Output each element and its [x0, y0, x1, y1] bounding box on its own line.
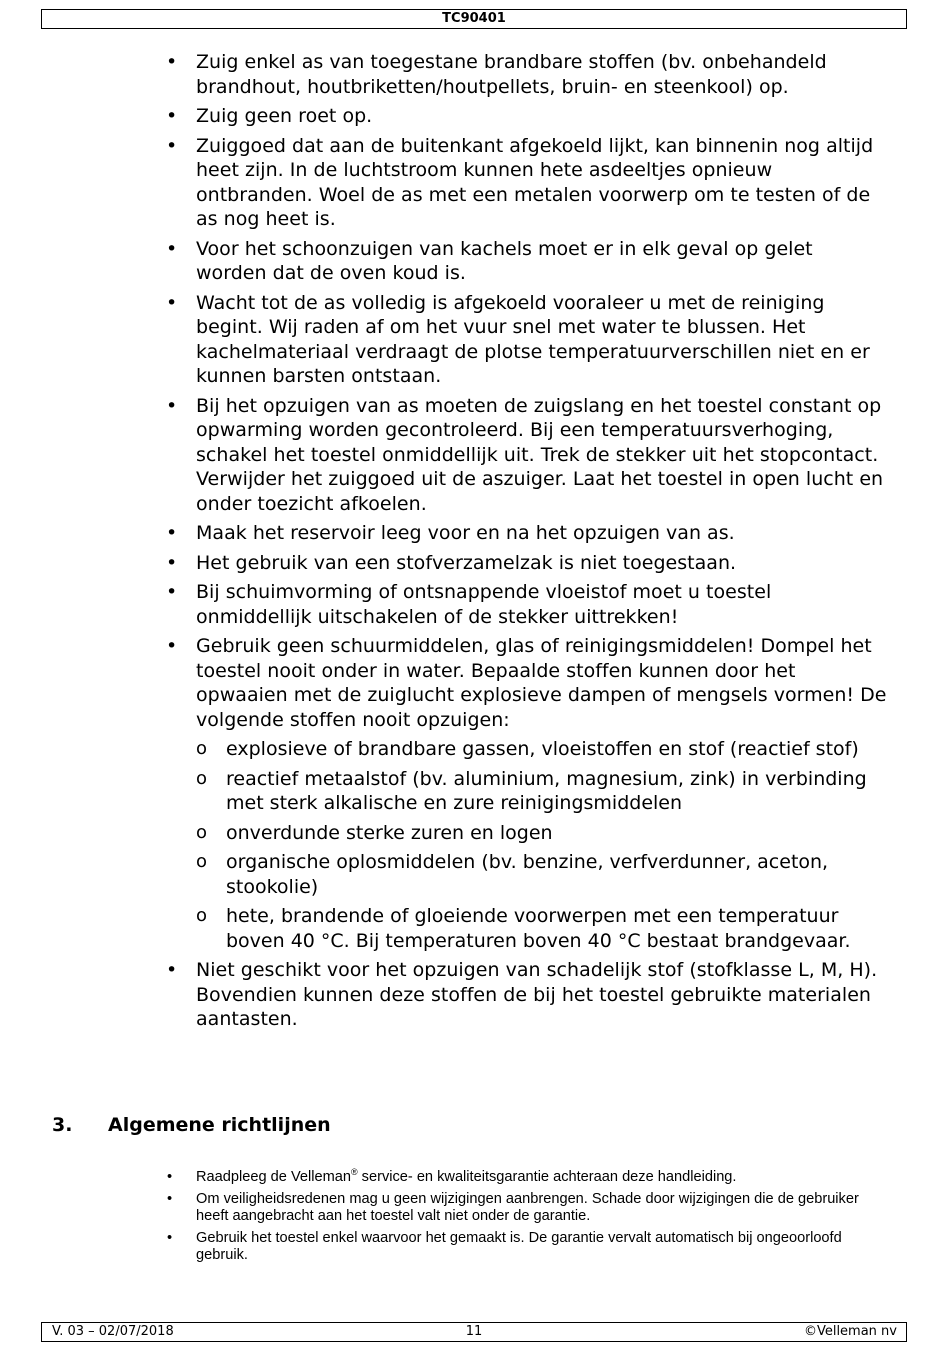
list-item-text: Niet geschikt voor het opzuigen van schadelijk stof (stofklasse L, M, H). Bovendien kunnen deze stoffen de bij het toestel gebruikte materialen aantasten. [196, 959, 878, 1030]
copyright: ©Velleman nv [803, 1324, 897, 1339]
list-item-text: Het gebruik van een stofverzamelzak is niet toegestaan. [196, 551, 737, 574]
list-item-text: Zuig enkel as van toegestane brandbare stoffen (bv. onbehandeld brandhout, houtbriketten/houtpellets, bruin- en steenkool) op. [196, 51, 827, 98]
page-footer [41, 1322, 907, 1342]
version-date: V. 03 – 02/07/2018 [52, 1324, 174, 1339]
sub-bullet-icon: o [196, 767, 208, 789]
list-item-text: Gebruik geen schuurmiddelen, glas of reinigingsmiddelen! Dompel het toestel nooit onder in water. Bepaalde stoffen kunnen door het opwaaien met de zuiglucht explosieve dampen of mengsels vormen! De volgende stoffen nooit opzuigen: [196, 635, 887, 731]
list-item [0, 551, 889, 576]
bullet-icon: • [166, 394, 178, 417]
sub-list-item-text: hete, brandende of gloeiende voorwerpen met een temperatuur boven 40 °C. Bij temperaturen boven 40 °C bestaat brandgevaar. [226, 905, 851, 952]
list-item-text: Zuig geen roet op. [196, 105, 373, 127]
list-item-text: Om veiligheidsredenen mag u geen wijzigingen aanbrengen. Schade door wijzigingen die de gebruiker heeft aangebracht aan het toestel valt niet onder de garantie. [196, 1190, 859, 1224]
list-item-text: Zuiggoed dat aan de buitenkant afgekoeld lijkt, kan binnenin nog altijd heet zijn. In de luchtstroom kunnen hete asdeeltjes opnieuw ontbranden. Woel de as met een metalen voorwerp om te testen of de as nog heet is. [196, 134, 874, 230]
guideline-text-end: service- en kwaliteitsgarantie achteraan deze handleiding. [357, 1169, 737, 1185]
section-title: Algemene richtlijnen [108, 1114, 331, 1136]
list-item-text: Voor het schoonzuigen van kachels moet er in elk geval op gelet worden dat de oven koud is. [196, 237, 813, 284]
list-item [0, 134, 889, 232]
list-item [0, 580, 889, 629]
sub-bullet-icon: o [196, 738, 208, 759]
list-item [0, 291, 889, 389]
bullet-icon: • [166, 291, 178, 314]
guideline-text-start: Raadpleeg de Velleman [196, 1169, 351, 1185]
sub-list-item-text: reactief metaalstof (bv. aluminium, magnesium, zink) in verbinding met sterk alkalische en zure reinigingsmiddelen [226, 767, 867, 814]
list-item [0, 521, 889, 546]
general-guidelines-list [0, 1169, 950, 1269]
bullet-icon: • [167, 1229, 173, 1246]
sub-bullet-icon: o [196, 851, 208, 872]
list-item [0, 394, 889, 517]
registered-mark: ® [350, 1167, 358, 1178]
list-item-text [196, 1169, 876, 1187]
list-item [0, 634, 889, 732]
list-item [0, 104, 889, 129]
bullet-icon: • [166, 581, 178, 603]
safety-instructions-list [0, 50, 950, 1037]
bullet-icon: • [166, 237, 178, 260]
bullet-icon: • [166, 959, 178, 981]
sub-bullet-icon: o [196, 905, 208, 926]
sub-list-item [0, 904, 889, 953]
list-item [0, 958, 889, 1032]
sub-list-item [0, 767, 889, 816]
bullet-icon: • [166, 635, 178, 657]
list-item-text: Maak het reservoir leeg voor en na het opzuigen van as. [196, 522, 735, 544]
list-item [0, 237, 889, 286]
page-number: 11 [465, 1324, 483, 1339]
list-item-text: Wacht tot de as volledig is afgekoeld vooraleer u met de reiniging begint. Wij raden af om het vuur snel met water te blussen. Het kachelmateriaal verdraagt de plotse temperatuurverschillen niet en er kunnen barsten ontstaan. [196, 291, 870, 387]
bullet-icon: • [167, 1190, 173, 1207]
sub-list-item [0, 821, 889, 846]
list-item [0, 50, 889, 99]
bullet-icon: • [166, 522, 178, 544]
list-item-text: Bij het opzuigen van as moeten de zuigslang en het toestel constant op opwarming worden gecontroleerd. Bij een temperatuursverhoging, schakel het toestel onmiddellijk uit. Trek de stekker uit het stopcontact. Verwijder het zuiggoed uit de aszuiger. Laat het toestel in open lucht en onder toezicht afkoelen. [196, 394, 884, 515]
sub-list-item-text: onverdunde sterke zuren en logen [226, 821, 553, 844]
list-item-text: Gebruik het toestel enkel waarvoor het gemaakt is. De garantie vervalt automatisch bij ongeoorloofd gebruik. [196, 1229, 842, 1263]
sub-list-item-text: explosieve of brandbare gassen, vloeistoffen en stof (reactief stof) [226, 738, 859, 760]
bullet-icon: • [166, 105, 178, 127]
list-item [0, 1230, 876, 1265]
sub-list-item-text: organische oplosmiddelen (bv. benzine, verfverdunner, aceton, stookolie) [226, 851, 829, 898]
bullet-icon: • [166, 51, 178, 73]
list-item [0, 1191, 876, 1226]
sub-bullet-icon: o [196, 821, 208, 843]
bullet-icon: • [166, 134, 178, 157]
bullet-icon: • [167, 1169, 173, 1185]
page-header [41, 9, 907, 29]
sub-list-item [0, 737, 889, 762]
sub-list-item [0, 850, 889, 899]
document-model-title: TC90401 [442, 11, 506, 26]
section-number: 3. [52, 1114, 73, 1136]
list-item [0, 1169, 876, 1187]
list-item-text: Bij schuimvorming of ontsnappende vloeistof moet u toestel onmiddellijk uitschakelen of de stekker uittrekken! [196, 581, 772, 628]
bullet-icon: • [166, 551, 178, 574]
